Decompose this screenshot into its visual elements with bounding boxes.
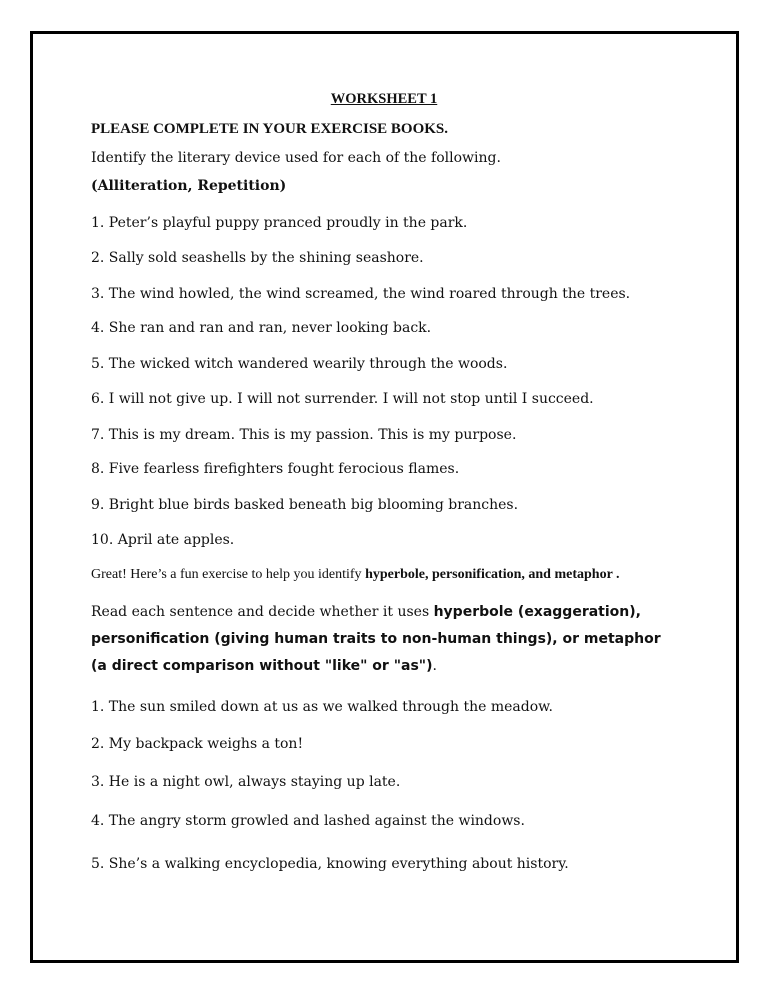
instruction-text: Identify the literary device used for each of the following. bbox=[91, 150, 501, 166]
worksheet-title: WORKSHEET 1 bbox=[330, 91, 438, 107]
list-item: 2. My backpack weighs a ton! bbox=[91, 736, 304, 752]
exercise-intro bbox=[91, 567, 620, 583]
list-item: 1. Peter’s playful puppy pranced proudly in the park. bbox=[91, 215, 468, 231]
instruction-heading: PLEASE COMPLETE IN YOUR EXERCISE BOOKS. bbox=[91, 121, 449, 137]
list-item: 6. I will not give up. I will not surrender. I will not stop until I succeed. bbox=[91, 391, 594, 407]
list-item: 4. The angry storm growled and lashed against the windows. bbox=[91, 813, 525, 829]
intro-text: Great! Here’s a fun exercise to help you identify bbox=[91, 567, 366, 582]
list-item: 3. The wind howled, the wind screamed, the wind roared through the trees. bbox=[91, 286, 631, 302]
exercise-instructions bbox=[91, 599, 671, 680]
list-item: 5. The wicked witch wandered wearily through the woods. bbox=[91, 356, 508, 372]
list-item: 8. Five fearless firefighters fought ferocious flames. bbox=[91, 461, 460, 477]
list-item: 2. Sally sold seashells by the shining seashore. bbox=[91, 250, 424, 266]
list-item: 9. Bright blue birds basked beneath big blooming branches. bbox=[91, 497, 519, 513]
list-item: 1. The sun smiled down at us as we walked through the meadow. bbox=[91, 699, 553, 715]
read-end: . bbox=[432, 658, 437, 674]
intro-devices: hyperbole, personification, and metaphor bbox=[365, 567, 613, 582]
list-item: 7. This is my dream. This is my passion. This is my purpose. bbox=[91, 427, 517, 443]
device-list: (Alliteration, Repetition) bbox=[91, 178, 287, 194]
read-devices: hyperbole (exaggeration), personification (giving human traits to non-human things), or metaphor (a direct comparison without "like" or "as") bbox=[91, 604, 661, 674]
list-item: 10. April ate apples. bbox=[91, 532, 235, 548]
list-item: 5. She’s a walking encyclopedia, knowing everything about history. bbox=[91, 856, 569, 872]
list-item: 3. He is a night owl, always staying up late. bbox=[91, 774, 401, 790]
list-item: 4. She ran and ran and ran, never looking back. bbox=[91, 320, 432, 336]
intro-end: . bbox=[612, 567, 620, 582]
read-text: Read each sentence and decide whether it uses bbox=[91, 604, 434, 620]
